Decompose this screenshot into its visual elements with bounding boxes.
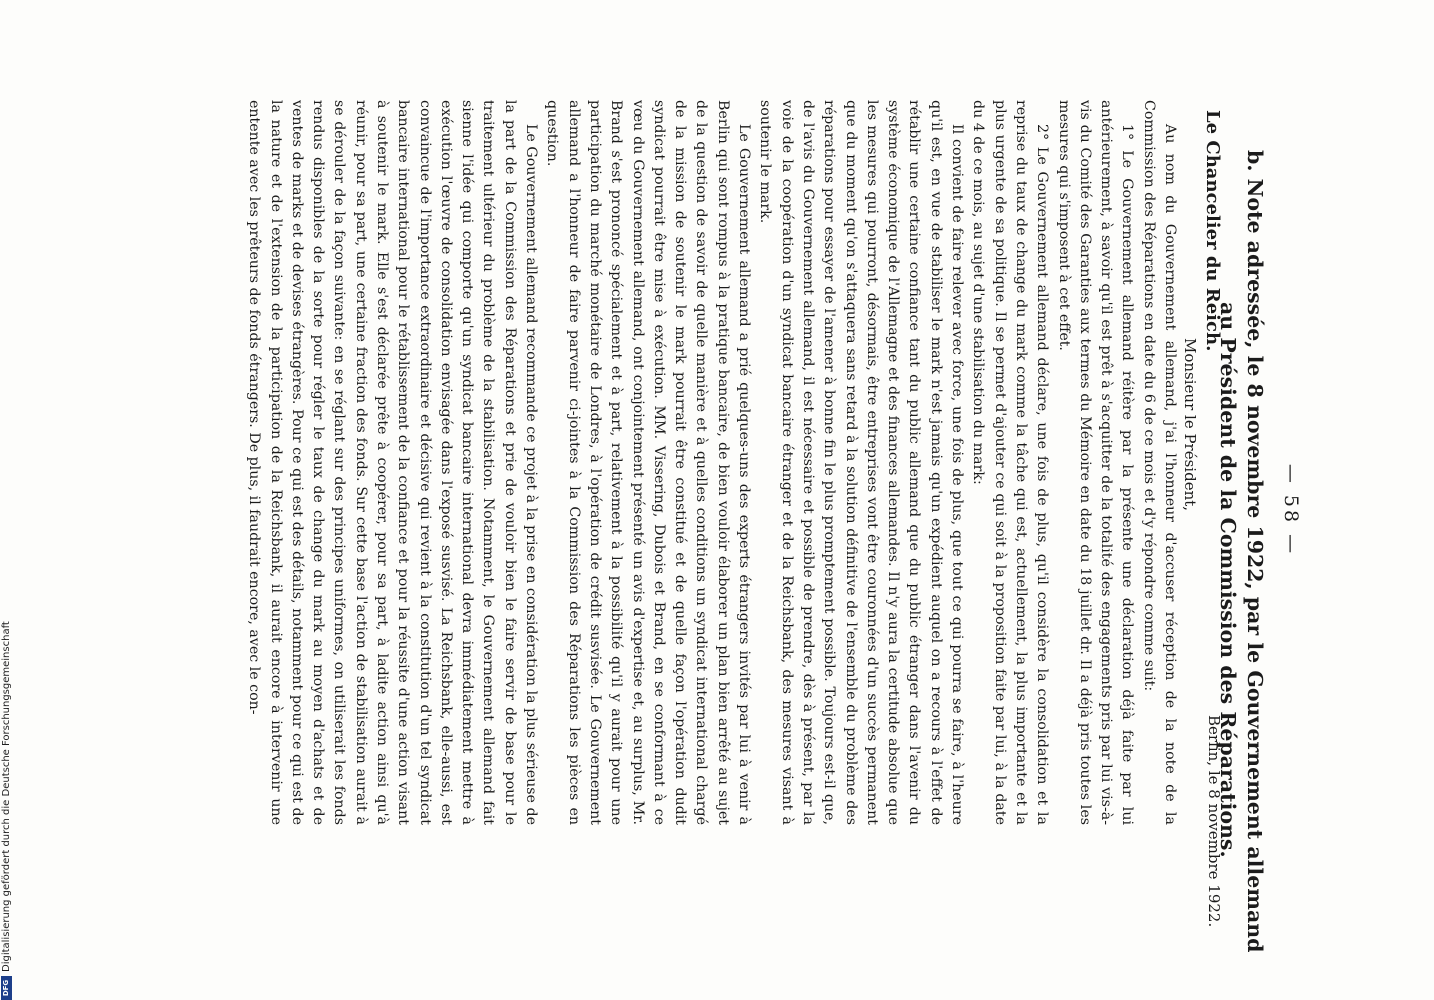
paragraph: Le Gouvernement allemand recommande ce projet à la prise en considération la plus sérieuse de la part de la Commission des Réparations et prie de vouloir bien le faire servir de base pour le traitement ultérieur du problème de la stabilisation. Notamment, le Gouvernement allemand fait sienne l'idée qui comporte qu'un syndicat bancaire international devra immédiatement mettre à exécution l'œuvre de consolidation envisagée dans l'exposé susvisé. La Reichsbank, elle-aussi, est convaincue de l'importance extraordinaire et décisive qui revient à la constitution d'un tel syndicat bancaire international pour le rétablissement de la confiance et pour la réussite d'une action visant à soutenir le mark. Elle s'est déclarée prête à coopérer, pour sa part, à ladite action ainsi qu'à réunir, pour sa part, une certaine fraction des fonds. Sur cette base l'action de stabilisation aurait à se dérouler de la façon suivante: en se réglant sur des principes uniformes, on utiliserait les fonds rendus disponibles de la sorte pour régler le taux de change du mark au moyen d'achats et de ventes de marks et de devises étrangères. Pour ce qui est des détails, notamment pour ce qui est de la nature et de l'extension de la participation de la Reichsbank, il aurait encore à intervenir une entente avec les prêteurs de fonds étrangers. De plus, il faudrait encore, avec le con- <box>246 100 540 825</box>
salutation: Monsieur le Président, <box>1181 338 1199 512</box>
paragraph: Le Gouvernement allemand a prié quelques-uns des experts étrangers invités par lui à venir à Berlin qui sont rompus à la pratique bancaire, de bien vouloir élaborer un plan bien arrêté au sujet de la question de savoir de quelle manière et à quelles conditions un syndicat international chargé de la mission de soutenir le mark pourrait être constitué et de quelle façon l'opération dudit syndicat pourrait être mise à exécution. MM. Vissering, Dubois et Brand, en se conformant à ce vœu du Gouvernement allemand, ont conjointement présenté un avis d'expertise et, au surplus, Mr. Brand s'est prononcé spécialement et à part, relativement à la possibilité qu'il y aurait pour une participation du marché monétaire de Londres, à l'opération de crédit susvisée. Le Gouvernement allemand a l'honneur de faire parvenir ci-jointes à la Commission des Réparations les pièces en question. <box>544 100 753 825</box>
page-number: — 58 — <box>1280 463 1302 557</box>
paragraph: 1° Le Gouvernement allemand réitère par la présente une déclaration déjà faite par lui antérieurement, à savoir qu'il est prêt à s'acquitter de la totalité des engagements pris par lui vis-à-vis du Comité des Garanties aux termes du Mémoire en date du 18 juillet dr. Il a déjà pris toutes les mesures qui s'imposent à cet effet. <box>1055 100 1136 825</box>
digitization-footer <box>0 600 14 1000</box>
digitization-credit: Digitalisierung gefördert durch die Deutsche Forschungsgemeinschaft <box>1 621 12 972</box>
place-date: Berlin, le 8 novembre 1922. <box>1205 715 1223 928</box>
dfg-logo-icon: DFG <box>1 976 12 1000</box>
letter-body <box>243 100 1180 825</box>
paragraph: 2° Le Gouvernement allemand déclare, une fois de plus, qu'il considère la consolidation et la reprise du taux de change du mark comme la tâche qui est, actuellement, la plus importante et la plus urgente de sa politique. Il se permet d'ajouter ce qui soit à la proposition faite par lui, à la date du 4 de ce mois, au sujet d'une stabilisation du mark: <box>970 100 1051 825</box>
paragraph: Au nom du Gouvernement allemand, j'ai l'honneur d'accuser réception de la note de la Commission des Réparations en date du 6 de ce mois et d'y répondre comme suit: <box>1140 100 1178 825</box>
paragraph: Il convient de faire relever avec force, une fois de plus, que tout ce qui pourra se faire, à l'heure qu'il est, en vue de stabiliser le mark n'est jamais qu'un expédient auquel on a recours à l'effet de rétablir une certaine confiance tant du public allemand que du public étranger dans l'avenir du système économique de l'Allemagne et des finances allemandes. Il n'y aura la certitude absolue que les mesures qui pourront, désormais, être entreprises vont être couronnées d'un succès permanent que du moment qu'on s'attaquera sans retard à la solution définitive de l'ensemble du problème des réparations pour essayer de l'amener à bonne fin le plus promptement possible. Toujours est-il que, de l'avis du Gouvernement allemand, il est nécessaire et possible de prendre, dès à présent, par la voie de la coopération d'un syndicat bancaire étranger et de la Reichsbank, des mesures visant à soutenir le mark. <box>757 100 966 825</box>
title-line-2: au Président de la Commission des Réparations. <box>1216 302 1240 858</box>
document-page <box>80 0 1310 1000</box>
title-line-1: b. Note adressée, le 8 novembre 1922, par le Gouvernement allemand <box>1243 150 1267 953</box>
author-signature-line: Le Chancelier du Reich. <box>1202 110 1223 352</box>
